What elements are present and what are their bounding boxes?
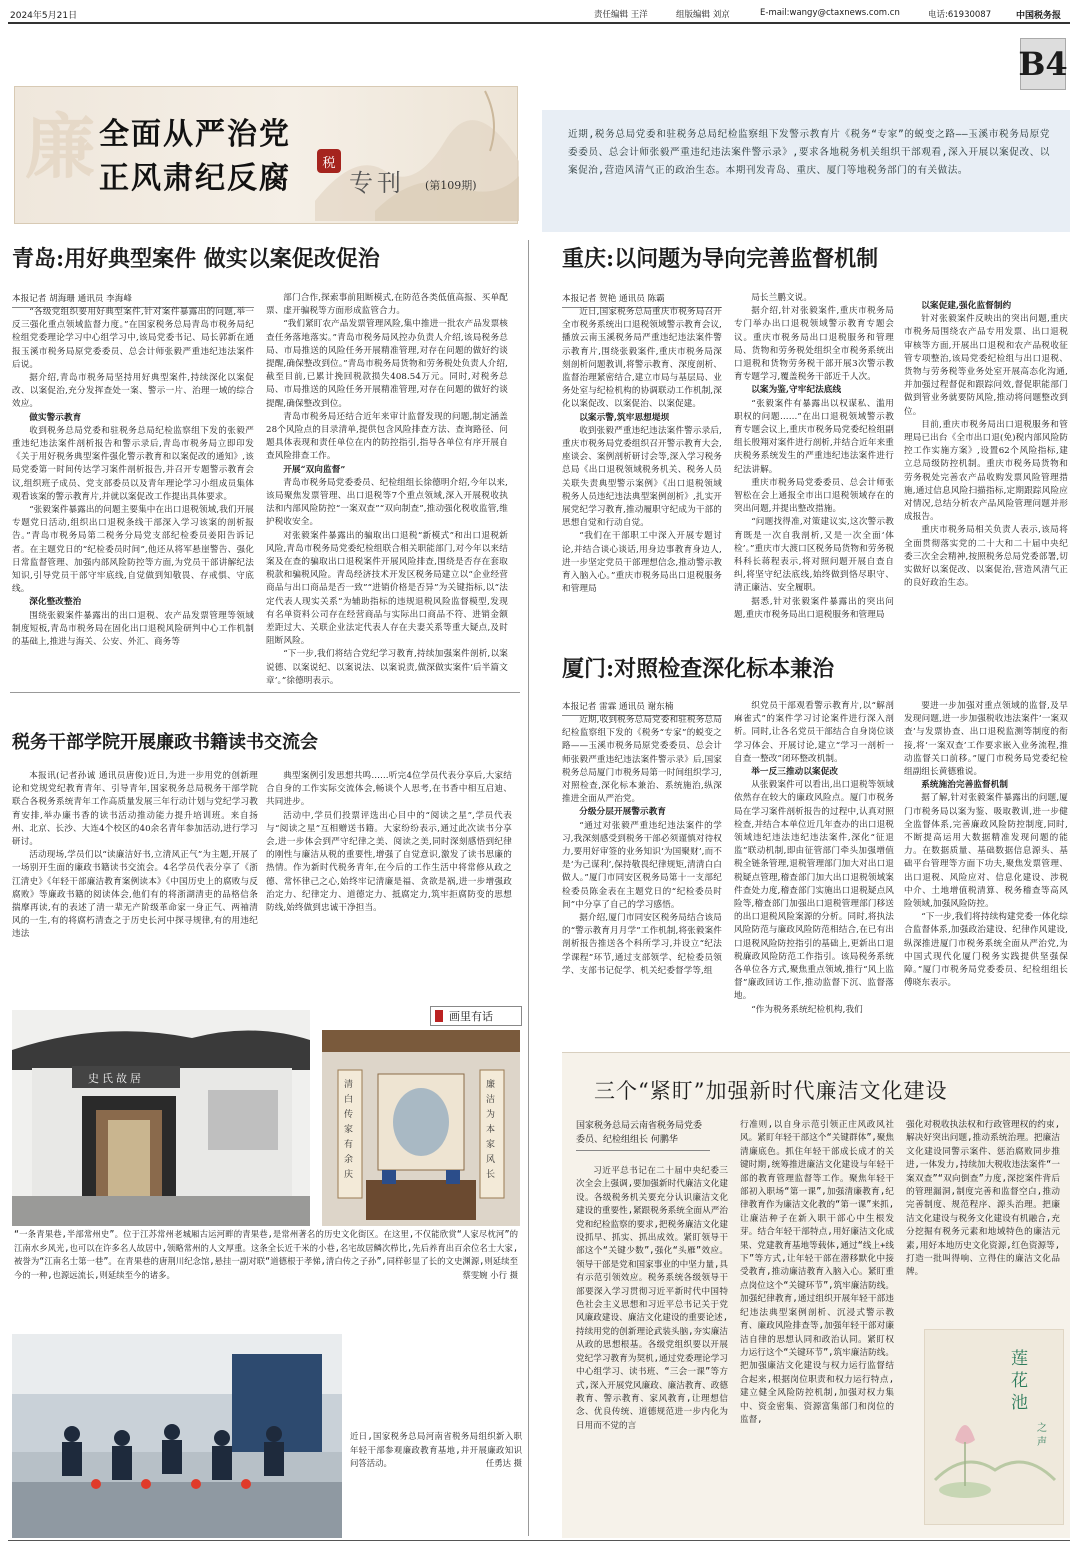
culture-author: 国家税务总局云南省税务局党委委员、纪检组组长 何鹏华	[576, 1119, 710, 1151]
xiamen-subhead: 系统施治完善监督机制	[921, 780, 1009, 791]
visit-illustration	[12, 1334, 342, 1538]
chongqing-paragraph: 据介绍,针对张毅案件,重庆市税务局专门举办出口退税领域警示教育专题会议。重庆市税务局出口退税服务和管理局、货物和劳务税处组织全市税务系统出口退税和货物劳务税干部开展3次警示教育专题学习,覆盖税务干部近千人次。	[734, 306, 894, 383]
lotus-sub: 之声	[1037, 1423, 1047, 1448]
page-number	[1020, 38, 1066, 90]
chongqing-paragraph: 局长兰鹏文说。	[751, 293, 813, 303]
xiamen-paragraph: 织党员干部观看警示教育片,以“解剖麻雀式”的案件学习讨论案件进行深入剖析。同时,让各名党员干部结合自身岗位谈学习体会、开展讨论,建立“学习一剖析一自查一整改”闭环整改机制。	[734, 701, 894, 764]
xiamen-paragraph: 要进一步加强对重点领域的监督,及早发现问题,进一步加强税收违法案件‘一案双查’与发票协查、出口退税监测等制度的衔接,将‘一案双查’工作要求嵌入业务流程,推动监督关口前移。”厦门市税务局党委纪检组副组长黄德雅说。	[904, 701, 1068, 778]
header-editor: 责任编辑 王洋	[594, 10, 648, 20]
gallery-label	[430, 1006, 522, 1026]
qingdao-col1	[12, 306, 254, 680]
banner-title-line1: 全面从严治党	[99, 117, 291, 152]
divider-vertical-main	[528, 240, 529, 1536]
photo3-caption-credit: 任勇达 摄	[485, 1458, 522, 1469]
chongqing-paragraph: “问题找得准,对策建议实,这次警示教育既是一次自我剖析,又是一次全面‘体检’。”重庆市大渡口区税务局货物和劳务税科科长蒋程表示,将对照问题开展自查自纠,将坚守纪法底线,始终做到恪尽职守、清正廉洁、安全履职。	[734, 517, 894, 594]
gate-illustration	[12, 1010, 310, 1226]
qingdao-subhead: 深化整改整治	[29, 597, 82, 608]
chongqing-col1	[562, 306, 722, 630]
header-date: 2024年5月21日	[10, 11, 78, 21]
banner-watermark: 廉	[25, 105, 95, 188]
chongqing-paragraph: 近日,国家税务总局重庆市税务局召开全市税务系统出口退税领域警示教育会议,播放云南玉溪税务局严重违纪违法案件警示教育片,围绕张毅案件,重庆市税务局深刻剖析问题教训,将警示教育、深度剖析、监督治理紧密结合,建立市局与基层局、业务处室与纪检机构的协调联动工作机制,深化以案促改、以案促治、以案促建。	[562, 307, 722, 410]
qingdao-paragraph: “下一步,我们将结合党纪学习教育,持续加强案件剖析,以案说德、以案说纪、以案说法、以案说责,做深做实案件‘后半篇文章’。”徐德明表示。	[266, 649, 508, 686]
chongqing-subhead: 以案促建,强化监督制约	[921, 301, 1012, 311]
xiamen-col3	[904, 700, 1068, 1034]
qingdao-paragraph: 青岛市税务局还结合近年来审计监督发现的问题,制定涵盖28个风险点的目录清单,提供包含风险排查方法、查询路径、问题具体表现和责任单位在内的防控指引,指导各单位有序开展自查风险排查工作。	[266, 411, 508, 462]
academy-paragraph: 活动中,学员们投票评选出心目中的“阅读之星”,学员代表与“阅读之星”互相赠送书籍。大家纷纷表示,通过此次读书分享会,进一步体会到严守纪律之美、阅读之美,同时深刻感悟到纪律的刚性与廉洁从税的重要性,增强了自觉意识,激发了读书思廉的热情。作为新时代税务青年,在今后的工作生活中将常修从政之德、常怀律己之心,始终牢记清廉是福、贪欲是祸,进一步增强政治定力、纪律定力、道德定力、抵腐定力,筑牢拒腐防变的思想防线,始终做到忠诚干净担当。	[266, 810, 512, 914]
xiamen-paragraph: 从张毅案件可以看出,出口退税等领域依然存在较大的廉政风险点。厦门市税务局在学习案件剖析报告的过程中,认真对照检查,并结合本单位近几年查办的出口退税领域违纪违法违纪违法案件,深化“征退监”联动机制,即由征管部门牵头加强增值税全链条管理,退税管理部门加大对出口退税疑点管理,稽查部门加大出口退税领域案件查处力度,稽查部门实施出口退税疑点风险等,稽查部门加强出口退税管理部门移送的出口退税风险案源的分析。同时,将执法风险防范与廉政风险防范相结合,在已有出口退税风险防控指引的基础上,更新出口退税廉政风险防范工作指引。该局税务系统各单位各方式,聚焦重点领域,推行“风上监督”廉政回访工作,推动监督下沉、监督落地。	[734, 780, 894, 1002]
xiamen-subhead: 分级分层开展警示教育	[579, 807, 667, 818]
banner-box	[14, 86, 518, 224]
chongqing-paragraph: 重庆市税务局党委委员、总会计师张智松在会上通报全市出口退税领域存在的突出问题,并提出整改措施。	[734, 477, 894, 515]
page-number-text: B4	[1018, 45, 1068, 83]
qingdao-paragraph: “我们紧盯农产品发票管理风险,集中推进一批农产品发票核查任务落地落实。”青岛市税务局风控办负责人介绍,该局税务总局、市局推送的风险任务开展精准管理,对存在问题的做好约谈提醒,确保整改到位。”青岛市税务局货物和劳务税处负责人介绍,截至目前,已累计挽回税款损失408.54万元。同时,对税务总局、市局推送的风险任务开展精准管理,对存在问题的做好约谈提醒,确保整改到位。	[266, 319, 508, 409]
chongqing-col3	[904, 300, 1068, 630]
qingdao-col2	[266, 292, 508, 686]
header-phone: 电话:61930087	[928, 10, 992, 20]
footer-rule	[8, 1540, 1070, 1541]
academy-top-rule	[10, 692, 520, 693]
photo3-caption	[350, 1430, 522, 1471]
chongqing-paragraph: 据悉,针对张毅案件暴露出的突出问题,重庆市税务局出口退税服务和管理局	[734, 596, 894, 620]
xiamen-subhead: 举一反三推动以案促改	[751, 767, 839, 778]
gallery-label-text: 画里有话	[449, 1010, 493, 1023]
xiamen-paragraph: 近期,收到税务总局党委和驻税务总局纪检监察组下发的《税务“专家”的蜕变之路——玉溪市税务局原党委委员、总会计师张毅严重违纪违法案件警示录》后,国家税务总局厦门市税务局第一时间组织学习,对照检查,深化标本兼治、系统施治,纵深推进全面从严治党。	[562, 715, 722, 805]
banner-issue: (第109期)	[425, 179, 477, 192]
banner-seal-text: 税	[322, 155, 336, 171]
culture-col3: 强化对税收执法权和行政管理权的约束,解决好突出问题,推动系统治理。把廉洁文化建设同警示案件、惩治腐败同步推进,一体发力,持续加大税收违法案件“一案双查”“双向倒查”力度,深挖案件背后的管理漏洞,制度完善和监督空白,推动完善制度、规范程序、源头治理。把廉洁文化建设与税务文化建设有机融合,充分挖掘有税务元素和地域特色的廉洁元素,用好本地历史文化资源,红色资源等,打造一批叫得响、立得住的廉洁文化品牌。	[906, 1120, 1060, 1278]
banner-seal	[317, 149, 341, 173]
qingdao-subhead: 做实警示教育	[29, 412, 82, 423]
header-email: E-mail:wangy@ctaxnews.com.cn	[760, 8, 900, 18]
qingdao-paragraph: 青岛市税务局党委委员、纪检组组长徐德明介绍,今年以来,该局聚焦发票管理、出口退税等7个重点领域,深入开展税收执法和内部风险防控“一案双查”“双向制查”,推动强化税收监管,维护税收安全。	[266, 477, 508, 528]
academy-col1	[12, 770, 258, 976]
culture-col1: 习近平总书记在二十届中央纪委三次全会上强调,要加强新时代廉洁文化建设。各级税务机关要充分认识廉洁文化建设的重要性,紧跟税务系统全面从严治党和纪检监察的要求,把税务廉洁文化建设抓早、抓实、抓出成效。紧盯领导干部这个“关键少数”,强化“头雁”效应。领导干部是党和国家事业的中坚力量,具有示范引领效应。税务系统各级领导干部要深入学习贯彻习近平新时代中国特色社会主义思想和习近平总书记关于党风廉政建设、廉洁文化建设的重要论述,持续用党的创新理论武装头脑,夯实廉洁从政的思想根基。各级党组织要以开展党纪学习教育为契机,通过党委理论学习中心组学习、读书班、“三会一课”等方式,深入开展党风廉政、廉洁教育、政德教育、警示教育、家风教育,让理想信念、优良传统、道德规范进一步内化为日用而不觉的言	[576, 1166, 728, 1431]
xiamen-paragraph: 据介绍,厦门市同安区税务局结合该局的“警示教育月月学”工作机制,将张毅案件剖析报告推送各个科所学习,并设立“纪法学课程”环节,通过支部领学、纪检委员领学、支部书记促学、机关纪委督学等,组	[562, 913, 722, 976]
photo-memorial-hall	[322, 1030, 520, 1226]
xiamen-col1	[562, 714, 722, 1034]
header-paper: 中国税务报	[1016, 11, 1062, 21]
chongqing-paragraph: 针对张毅案件反映出的突出问题,重庆市税务局围绕农产品专用发票、出口退税审核等方面,开展出口退税和农产品税收征管专项整治,该局党委纪检组与出口退税、货物与劳务税等业务处室开展高态化沟通,并加强过程督促和跟踪问效,督促职能部门做到管业务就要防风险,推动将问题整改到位。	[904, 314, 1068, 417]
chongqing-title: 重庆:以问题为导向完善监督机制	[562, 246, 879, 272]
qingdao-title: 青岛:用好典型案件 做实以案促改促治	[12, 246, 380, 272]
xiamen-paragraph: “通过对张毅严重违纪违法案件的学习,我深刻感受到税务干部必须谨慎对待权力,要用好审签的业务知识‘为国聚财’,而不是‘为己谋利’,保持敬畏纪律规矩,清清白白做人。”厦门市同安区税务局第十一支部纪检委员陈金表在主题党日的“纪检委员时间”中分享了自己的学习感悟。	[562, 820, 722, 910]
chongqing-subhead: 以案为鉴,守牢纪法底线	[751, 385, 842, 396]
lotus-label: 莲花池	[1011, 1349, 1028, 1413]
xiamen-paragraph: “下一步,我们将持续构建党委一体化综合监督体系,加强政治建设、纪律作风建设,纵深推进厦门市税务系统全面从严治党,为中国式现代化厦门税务实践提供坚强保障。”厦门市税务局党委委员、纪检组组长傅晓东表示。	[904, 912, 1068, 989]
banner-title-line2: 正风肃纪反腐	[99, 161, 291, 196]
xiamen-col2	[734, 700, 894, 1034]
gallery-label-mark	[435, 1010, 443, 1022]
culture-box	[562, 1052, 1070, 1538]
photo1-plaque: 史氏故居	[88, 1072, 144, 1085]
xiamen-title: 厦门:对照检查深化标本兼治	[562, 656, 835, 682]
chongqing-subhead: 以案示警,筑牢思想堤坝	[579, 412, 670, 423]
header-designer: 组版编辑 刘京	[676, 10, 730, 20]
header-rule	[8, 22, 1070, 24]
xiamen-byline: 本报记者 雷霖 通讯员 谢东楠	[562, 700, 722, 716]
mountain-ink	[315, 91, 519, 221]
qingdao-paragraph: 部门合作,探索事前阻断模式,在防范各类低值高报、买单配票、虚开骗税等方面形成监管合力。	[266, 293, 508, 317]
photo-residence-gate	[12, 1010, 310, 1226]
academy-paragraph: 活动现场,学员们以“读廉洁好书,立清风正气”为主题,开展了一场别开生面的廉政书籍读书交流会。4名学员代表分享了《浙江清史》《年轻干部廉洁教育案例读本》《中国历史上的腐败与反腐败》等廉政书籍的阅读体会,他们有的将浙湖清吏的品格信条揣摩再读,有的表述了清一辈无产阶级革命家一身正气、两袖清风的一生,有的将腐朽清查之于历史长河中探寻规律,有的用违纪违法	[12, 850, 258, 940]
chongqing-paragraph: “张毅案件有暴露出以权谋私、滥用职权的问题……”在出口退税领域警示教育专题会议上,重庆市税务局党委纪检组副组长殷翔对案件进行剖析,并结合近年来重庆税务系统发生的严重违纪违法案件进行纪法讲解。	[734, 398, 894, 475]
qingdao-paragraph: 收到税务总局党委和驻税务总局纪检监察组下发的张毅严重违纪违法案件剖析报告和警示录后,青岛市税务局立即印发《关于用好税务典型案件强化警示教育和以案促改的通知》,该局党委第一时间传达学习案件剖析报告,并召开专题警示教育会议,组织班子成员、党支部委员以及青年理论学习小组成员集体观看该案的警示教育片,并就以案促改工作提出具体要求。	[12, 425, 254, 502]
academy-title: 税务干部学院开展廉政书籍读书交流会	[12, 732, 318, 753]
photo3-caption-text: 近日,国家税务总局河南省税务局组织新入职年轻干部参观廉政教育基地,并开展廉政知识问答活动。	[350, 1431, 522, 1469]
qingdao-paragraph: “张毅案件暴露出的问题主要集中在出口退税领域,我们开展专题党日活动,组织出口退税条线干部深入学习该案的剖析报告。”青岛市税务局第二税务分局党支部纪检委员姜阳告诉记者。在主题党日的“纪检委员时间”,他还从将军悬崖警告、强化日常监督管理、加强内部风险防控等方面,为党员干部讲解纪法知识,引导党员干部守牢底线,自觉做到知敬畏、存戒惧、守底线。	[12, 505, 254, 595]
couplet-right: 廉洁为本家风长	[486, 1080, 496, 1180]
intro-box	[542, 110, 1070, 232]
chongqing-paragraph: 重庆市税务局相关负责人表示,该局将全面贯彻落实党的二十大和二十届中央纪委三次全会精神,按照税务总局党委部署,切实做好以案促改、以案促治,营造风清气正的良好政治生态。	[904, 525, 1068, 589]
academy-col2	[266, 770, 512, 976]
photo-education-base	[12, 1334, 342, 1538]
culture-title: 三个“紧盯”加强新时代廉洁文化建设	[594, 1079, 948, 1103]
culture-col2: 行准则,以自身示范引领正庄风政风社风。紧盯年轻干部这个“关键群体”,聚焦清廉底色。抓住年轻干部成长成才的关键时期,统筹推进廉洁文化建设与年轻干部的教育管理监督等工作。聚焦年轻干部初入职场“第一课”,加强清廉教育,纪律教育作为廉洁文化教的“第一课”来抓,让廉洁种子在新入职干部心中生根发芽。结合年轻干部特点,用好廉洁文化成果、党建教育基地等载体,通过“线上+线下”等方式,让年轻干部在潜移默化中接受教育,推动廉洁教育入脑入心。紧盯重点岗位这个“关键环节”,筑牢廉洁防线。加强纪律教育,通过组织开展年轻干部违纪违法典型案例剖析、沉浸式警示教育、廉政风险排查等,加强年轻干部对廉洁自律的思想认同和政治认同。紧盯权力运行这个“关键环节”,筑牢廉洁防线。把加强廉洁文化建设与权力运行监督结合起来,根据岗位职责和权力运行特点,建立健全风险防控机制,加强对权力集中、资金密集、资源富集部门和岗位的监督,	[740, 1120, 894, 1425]
couplet-left: 清白传家有余庆	[344, 1080, 354, 1180]
academy-paragraph: 典型案例引发思想共鸣……听完4位学员代表分享后,大家结合自身的工作实际交流体会,畅谈个人思考,在书香中相互启迪、共同进步。	[266, 771, 512, 808]
gallery-caption-credit: 蔡雯婉 小行 摄	[462, 1269, 518, 1280]
intro-text: 近期,税务总局党委和驻税务总局纪检监察组下发警示教育片《税务“专家”的蜕变之路——玉溪市税务局原党委委员、总会计师张毅严重违纪违法案件警示录》,要求各地税务机关组织干部观看,深入开展以案促改、以案促治,营造风清气正的政治生态。本期刊发青岛、重庆、厦门等地税务部门的有关做法。	[568, 129, 1050, 176]
chongqing-col2	[734, 292, 894, 630]
lotus-panel	[924, 1329, 1064, 1525]
gallery-caption	[14, 1228, 518, 1282]
chongqing-paragraph: 目前,重庆市税务局出口退税服务和管理局已出台《全市出口退(免)税内部风险防控工作实施方案》,设置62个风险指标,建立总局级防控机制。重庆市税务局货物和劳务税处完善农产品收购发票风险管理措施,通过信息风险扫描指标,定期跟踪风险应对情况,总结分析农产品风险管理问题并形成报告。	[904, 419, 1068, 523]
qingdao-paragraph: 据介绍,青岛市税务局坚持用好典型案件,持续深化以案促改、以案促治,充分发挥查处一案、警示一片、治理一域的综合效应。	[12, 373, 254, 410]
qingdao-paragraph: “各级党组织要用好典型案件,针对案件暴露出的问题,举一反三强化重点领域监督力度。”在国家税务总局青岛市税务局纪检组党委理论学习中心组学习中,该局党委书记、局长郭新在通报玉溪市税务局原党委委员、总会计师张毅严重违纪违法案件后说。	[12, 307, 254, 370]
qingdao-subhead: 开展“双向监督”	[283, 464, 346, 475]
chongqing-paragraph: 收到张毅严重违纪违法案件警示录后,重庆市税务局党委组织召开警示教育大会,座谈会、案例剖析研讨会等,深入学习税务总局《出口退税领域税务机关、税务人员关联失责典型警示案例》《出口退税领域税务人员违纪违法典型案例剖析》,扎实开展党纪学习教育,推动履职守纪成为干部的思想自觉和行动自觉。	[562, 425, 722, 529]
academy-paragraph: 本报讯(记者孙诚 通讯员唐俊)近日,为进一步用党的创新理论和党规党纪教育青年、引导青年,国家税务总局税务干部学院联合各税务系统青年工作高质量发展三年行动计划与党纪学习教育安排,举办廉书香的读书活动推动能力提升培训班。来自扬州、北京、长沙、大连4个校区的40余名青年参加活动,进行学习研讨。	[12, 771, 258, 848]
qingdao-byline: 本报记者 胡海珊 通讯员 李海峰	[12, 292, 254, 308]
chongqing-paragraph: “我们在干部职工中深入开展专题讨论,并结合谈心谈话,用身边事教育身边人,进一步坚定党员干部理想信念,推动警示教育入脑入心。”重庆市税务局出口退税服务和管理局	[562, 531, 722, 595]
gallery-caption-text: “一条青果巷,半部常州史”。位于江苏常州老城厢古运河畔的青果巷,是常州著名的历史文化街区。在这里,不仅能欣赏“人家尽枕河”的江南水乡风光,也可以在许多名人故居中,领略常州的人文厚重。这条全长近千米的小巷,名宅故居鳞次栉比,先后养育出百余位名士大家,被誉为“江南名士第一巷”。在青果巷的唐荆川纪念馆,悬挂一副对联“道德根于孝悌,清白传之子孙”,同样彰显了长的文史渊源,则延续至今的一种,也源远流长,则延续至今的诸多。	[14, 1229, 518, 1280]
qingdao-paragraph: 围绕张毅案件暴露出的出口退税、农产品发票管理等领域制度短板,青岛市税务局在固化出口退税风险研判中心工作机制的基础上,推进与海关、公安、外汇、商务等	[12, 610, 254, 648]
xiamen-paragraph: 据了解,针对张毅案件暴露出的问题,厦门市税务局以案为鉴、吸取教训,进一步健全监督体系,完善廉政风险防控制度,同时,不断提高运用大数据精准发现问题的能力。在数据质量、基础数据信息源头、基础平台管理等方面下功夫,聚焦发票管理、出口退税、风险应对、信息化建设、涉税中介、土地增值税清算、税务稽查等高风险领域,加强风险防控。	[904, 793, 1068, 910]
qingdao-paragraph: 对张毅案件暴露出的骗取出口退税“新模式”和出口退税新风险,青岛市税务局党委纪检组联合相关职能部门,对今年以来结案及在查的骗取出口退税案件开展风险排查,围绕是否存在套取税款和骗税风险。青岛经济技术开发区税务局建立以“企业经营商品与出口商品是否一致”“进销价格是否异”为关键指标,以“法定代表人现实关系”为辅助指标的违规退税风险监督模型,发现有名单资料公司存在经营商品与实际出口商品不符、进销金额差距过大、关联企业法定代表人存在夫妻关系等重大疑点,及时阻断风险。	[266, 530, 508, 647]
banner-column: 专刊	[349, 169, 405, 197]
xiamen-paragraph: “作为税务系统纪检机构,我们	[751, 1004, 863, 1015]
chongqing-byline: 本报记者 贺艳 通讯员 陈霸	[562, 292, 722, 308]
